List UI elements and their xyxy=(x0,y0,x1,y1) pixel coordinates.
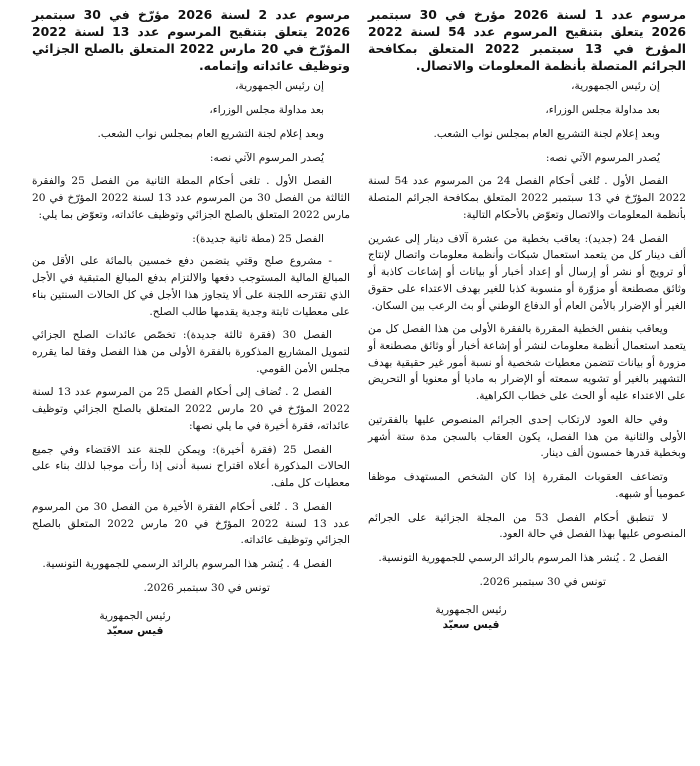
decree-2-article-30-para-3: الفصل 30 (فقرة ثالثة جديدة): تخصّص عائدات الصلح الجزائي لتمويل المشاريع المذكورة بالفقرة الأولى من هذا الفصل وفقا لما يقرره مجلس الأمن القومي. xyxy=(32,329,350,375)
decree-2-signature xyxy=(80,609,190,641)
decree-1-article-1: الفصل الأول . تُلغى أحكام الفصل 24 من المرسوم عدد 54 لسنة 2022 المؤرّخ في 13 سبتمبر 2022 المتعلق بمكافحة الجرائم المتصلة بأنظمة المعلومات والاتصال وتعوّض بالأحكام التالية: xyxy=(368,175,687,221)
decree-1-article-24-new: الفصل 24 (جديد): يعاقب بخطية من عشرة آلاف دينار إلى عشرين ألف دينار كل من يتعمد استعمال شبكات وأنظمة معلومات واتصال لإنتاج أو ترويج أو نشر أو إرسال أو إعداد أخبار أو بيانات أو إشاعات كاذبة أو وثائق مصطنعة أو مزوّرة أو منسوبة كذبا للغير بهدف الاعتداء على حقوق الغير أو الإضرار بالأمن العام أو الدفاع الوطني أو بث الرعب بين السكان. xyxy=(368,232,686,312)
decree-1-preamble-3: وبعد إعلام لجنة التشريع العام بمجلس نواب الشعب. xyxy=(433,127,660,140)
decree-1-signature-name: قيس سعيّد xyxy=(442,619,500,632)
decree-1-paragraph-5: لا تنطبق أحكام الفصل 53 من المجلة الجزائية على الجرائم المنصوص عليها بهذا الفصل في حالة العود. xyxy=(368,511,686,541)
decree-2-article-25-dash-text: - مشروع صلح وقتي يتضمن دفع خمسين بالمائة على الأقل من المبالغ المالية المستوجب دفعها والالتزام بدفع المبالغ المتبقية في الأجل الذي تقترحه اللجنة على ألا يتجاوز هذا الأجل في كل الحالات السنتين بناء على معطيات ثابتة وجدية يقدمها طالب الصلح. xyxy=(32,255,350,318)
decree-1-signature xyxy=(416,603,526,635)
decree-1-preamble-2: بعد مداولة مجلس الوزراء، xyxy=(545,104,660,117)
decree-2-preamble-1: إن رئيس الجمهورية، xyxy=(235,80,324,93)
decree-2-article-2: الفصل 2 . تُضاف إلى أحكام الفصل 25 من المرسوم عدد 13 لسنة 2022 المؤرّخ في 20 مارس 2022 المتعلق بالصلح الجزائي وتوظيف عائداته، فقرة أخيرة في ما يلي نصها: xyxy=(32,386,351,432)
decree-2-article-25-dash-heading: الفصل 25 (مطة ثانية جديدة): xyxy=(192,232,324,245)
decree-1-paragraph-3: وفي حالة العود لارتكاب إحدى الجرائم المنصوص عليها بالفقرتين الأولى والثانية من هذا الفصل، يكون العقاب بالسجن مدة ستة أشهر وبخطية قدرها خمسون ألف دينار. xyxy=(368,413,686,460)
decree-1-place-date: تونس في 30 سبتمبر 2026. xyxy=(479,575,606,588)
decree-1-title: مرسوم عدد 1 لسنة 2026 مؤرخ في 30 سبتمبر 2026 يتعلق بتنقيح المرسوم عدد 54 لسنة 2022 المؤرخ في 13 سبتمبر 2022 المتعلق بمكافحة الجرائم المتصلة بأنظمة المعلومات والاتصال. xyxy=(368,7,686,74)
decree-2-place-date: تونس في 30 سبتمبر 2026. xyxy=(143,581,270,594)
decree-1-paragraph-4: وتضاعف العقوبات المقررة إذا كان الشخص المستهدف موظفا عموميا أو شبهه. xyxy=(368,471,686,500)
decree-1-signature-role: رئيس الجمهورية xyxy=(435,603,507,616)
decree-1-paragraph-2: ويعاقب بنفس الخطية المقررة بالفقرة الأولى من هذا الفصل كل من يتعمد استعمال أنظمة معلومات لنشر أو إشاعة أخبار أو وثائق مصطنعة أو مزورة أو بيانات تتضمن معطيات شخصية أو نسبة أمور غير حقيقية بهدف التشهير بالغير أو تشويه سمعته أو الإضرار به ماديا أو معنويا أو التحريض على الاعتداء عليه أو الحث على خطاب الكراهية. xyxy=(368,323,686,403)
decree-2-article-1: الفصل الأول . تلغى أحكام المطة الثانية من الفصل 25 والفقرة الثالثة من الفصل 30 من المرسوم عدد 13 لسنة 2022 المؤرّخ في 20 مارس 2022 المتعلق بالصلح الجزائي وتوظيف عائداته، وتعوّض بما يلي: xyxy=(32,175,351,221)
decree-2-title: مرسوم عدد 2 لسنة 2026 مؤرّخ في 30 سبتمبر 2026 يتعلق بتنقيح المرسوم عدد 13 لسنة 2022 المؤرّخ في 20 مارس 2022 المتعلق بالصلح الجزائي وتوظيف عائداته وإتمامه. xyxy=(32,7,350,74)
decree-2-article-25-last-para: الفصل 25 (فقرة أخيرة): ويمكن للجنة عند الاقتضاء وفي جميع الحالات المذكورة أعلاه اقتراح نسبة أدنى إذا رأت موجبا لذلك بناء على معطيات كل ملف. xyxy=(32,443,350,490)
decree-2-preamble-4: يُصدر المرسوم الآتي نصه: xyxy=(209,151,324,164)
decree-1-article-2: الفصل 2 . يُنشر هذا المرسوم بالرائد الرسمي للجمهورية التونسية. xyxy=(378,552,668,565)
decree-2-preamble-2: بعد مداولة مجلس الوزراء، xyxy=(209,104,324,117)
decree-1-preamble-4: يُصدر المرسوم الآتي نصه: xyxy=(545,151,660,164)
decree-2-article-3: الفصل 3 . تُلغى أحكام الفقرة الأخيرة من الفصل 30 من المرسوم عدد 13 لسنة 2022 المؤرّخ في 20 مارس 2022 المتعلق بالصلح الجزائي وتوظيف عائداته. xyxy=(32,500,351,547)
decree-1-preamble-1: إن رئيس الجمهورية، xyxy=(571,80,660,93)
decree-1-column xyxy=(368,6,686,634)
decree-2-signature-role: رئيس الجمهورية xyxy=(99,609,171,622)
decree-2-column xyxy=(32,6,350,640)
decree-2-article-4: الفصل 4 . يُنشر هذا المرسوم بالرائد الرسمي للجمهورية التونسية. xyxy=(42,558,332,571)
decree-2-signature-name: قيس سعيّد xyxy=(106,625,164,638)
decree-2-preamble-3: وبعد إعلام لجنة التشريع العام بمجلس نواب الشعب. xyxy=(97,127,324,140)
